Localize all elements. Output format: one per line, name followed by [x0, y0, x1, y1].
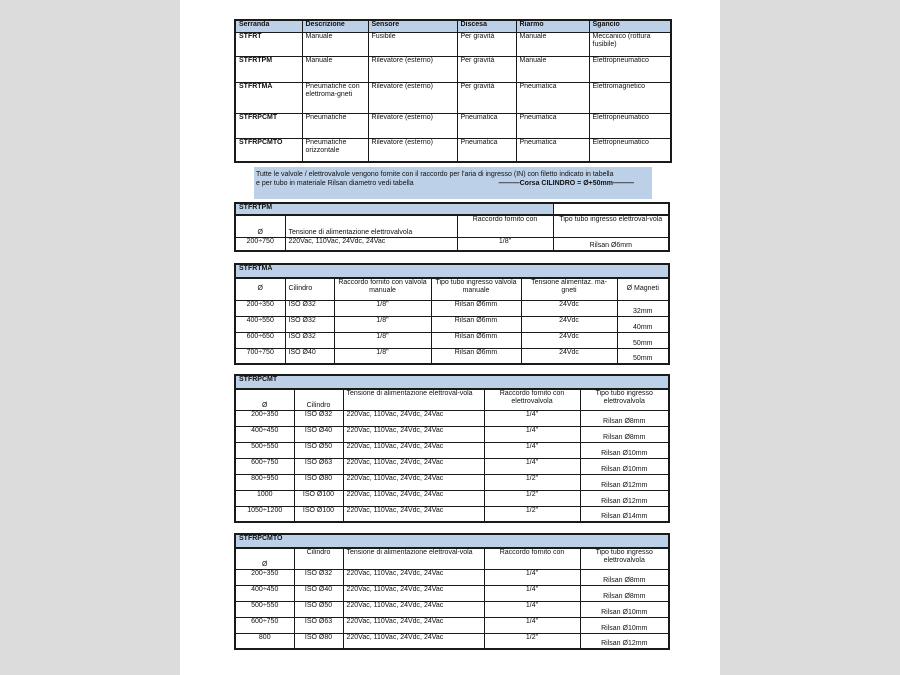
table-cell: Elettropneumatico [589, 138, 671, 162]
table-cell: Rilsan Ø10mm [580, 601, 669, 617]
table-cell: Rilsan Ø12mm [580, 474, 669, 490]
table-cell: 500÷550 [235, 601, 294, 617]
section-title-row [235, 203, 669, 215]
section-title-row [235, 375, 669, 389]
header-cell: Discesa [457, 20, 516, 32]
table-cell: Elettropneumatico [589, 113, 671, 138]
table-cell: STFRTMA [235, 82, 302, 113]
table-cell: Manuale [302, 56, 368, 82]
table-cell: 220Vac, 110Vac, 24Vdc, 24Vac [343, 490, 484, 506]
table-cell: Per gravità [457, 32, 516, 56]
table-cell: Fusibile [368, 32, 457, 56]
header-cell: Ø [235, 389, 294, 410]
header-cell: Ø [235, 278, 285, 300]
table-cell: 1/4" [484, 601, 580, 617]
table-cell: 1/8" [334, 348, 431, 364]
table-cell: Manuale [302, 32, 368, 56]
stfrpcmt-table [234, 374, 670, 523]
table-row [235, 138, 671, 162]
table-cell: ISO Ø63 [294, 458, 343, 474]
table-cell: ISO Ø50 [294, 601, 343, 617]
header-cell: Ø [235, 215, 285, 237]
table-row [235, 633, 669, 649]
table-cell: Rilsan Ø8mm [580, 426, 669, 442]
table-row [235, 585, 669, 601]
section-title: STFRTPM [235, 203, 553, 215]
stfrtma-table [234, 263, 670, 365]
note-line-2: e per tubo in materiale Rilsan diametro vedi tabella [256, 180, 414, 187]
table-cell: Manuale [516, 56, 589, 82]
table-row [235, 113, 671, 138]
table-cell: Rilsan Ø8mm [580, 585, 669, 601]
table-cell: Rilevatore (esterno) [368, 56, 457, 82]
table-cell: 400÷550 [235, 316, 285, 332]
table-row [235, 442, 669, 458]
table-cell: 1/4" [484, 569, 580, 585]
table-cell: Pneumatica [516, 138, 589, 162]
header-cell: Raccordo fornito con [457, 215, 553, 237]
table-cell: ISO Ø80 [294, 633, 343, 649]
table-cell: 1/8" [457, 237, 553, 251]
table-cell: 1/4" [484, 585, 580, 601]
table-cell: ISO Ø40 [294, 426, 343, 442]
header-cell: Tipo tubo ingresso valvola manuale [431, 278, 521, 300]
header-cell: Ø [235, 548, 294, 569]
section-title: STFRPCMTO [235, 534, 669, 548]
table-cell: 1/4" [484, 458, 580, 474]
header-cell: Tensione alimentaz. ma-gneti [521, 278, 617, 300]
main-table [234, 19, 672, 163]
table-cell: 1/8" [334, 316, 431, 332]
header-cell: Sgancio [589, 20, 671, 32]
table-cell: Pneumatica [516, 82, 589, 113]
section-title-row [235, 534, 669, 548]
table-cell: 400÷450 [235, 426, 294, 442]
header-cell: Riarmo [516, 20, 589, 32]
empty-cell [553, 203, 669, 215]
header-cell: Cilindro [294, 389, 343, 410]
table-cell: 1/4" [484, 442, 580, 458]
table-cell: Pneumatica [516, 113, 589, 138]
section-title: STFRTMA [235, 264, 669, 278]
header-cell: Sensore [368, 20, 457, 32]
table-cell: 1/2" [484, 474, 580, 490]
header-cell: Cilindro [294, 548, 343, 569]
header-cell: Descrizione [302, 20, 368, 32]
table-row [235, 617, 669, 633]
table-cell: ISO Ø32 [285, 332, 334, 348]
table-cell: ISO Ø32 [294, 410, 343, 426]
table-cell: Rilsan Ø6mm [431, 332, 521, 348]
table-cell: STFRPCMT [235, 113, 302, 138]
table-cell: 1/2" [484, 506, 580, 522]
header-cell: Tensione di alimentazione elettrovalvola [285, 215, 457, 237]
table-cell: 50mm [617, 348, 669, 364]
fitting-note [254, 167, 652, 199]
table-cell: Per gravità [457, 56, 516, 82]
table-row [235, 237, 669, 251]
table-cell: 1/4" [484, 410, 580, 426]
table-cell: 24Vdc [521, 300, 617, 316]
header-cell: Ø Magneti [617, 278, 669, 300]
table-cell: Pneumatiche [302, 113, 368, 138]
table-cell: STFRPCMTO [235, 138, 302, 162]
stfrpcmto-table [234, 533, 670, 650]
stfrtpm-table [234, 202, 670, 252]
table-cell: Rilsan Ø10mm [580, 617, 669, 633]
table-header-row [235, 548, 669, 569]
table-cell: 220Vac, 110Vac, 24Vdc, 24Vac [343, 410, 484, 426]
table-cell: Rilsan Ø8mm [580, 410, 669, 426]
table-cell: ISO Ø40 [285, 348, 334, 364]
table-cell: Rilsan Ø12mm [580, 633, 669, 649]
table-cell: ISO Ø63 [294, 617, 343, 633]
table-cell: 24Vdc [521, 332, 617, 348]
table-cell: 220Vac, 110Vac, 24Vdc, 24Vac [343, 506, 484, 522]
table-cell: 220Vac, 110Vac, 24Vdc, 24Vac [343, 601, 484, 617]
table-cell: 1000 [235, 490, 294, 506]
table-cell: Rilevatore (esterno) [368, 138, 457, 162]
table-cell: 400÷450 [235, 585, 294, 601]
table-cell: Pneumatiche orizzontale [302, 138, 368, 162]
table-cell: Rilsan Ø10mm [580, 458, 669, 474]
table-cell: 200÷350 [235, 569, 294, 585]
table-row [235, 56, 671, 82]
table-row [235, 474, 669, 490]
table-cell: ISO Ø100 [294, 506, 343, 522]
table-cell: 600÷650 [235, 332, 285, 348]
table-cell: Pneumatiche con elettroma-gneti [302, 82, 368, 113]
table-cell: Elettromagnetico [589, 82, 671, 113]
table-cell: ISO Ø50 [294, 442, 343, 458]
table-cell: 24Vdc [521, 316, 617, 332]
table-cell: 220Vac, 110Vac, 24Vdc, 24Vac [343, 633, 484, 649]
table-cell: 1/2" [484, 490, 580, 506]
table-cell: 220Vac, 110Vac, 24Vdc, 24Vac [343, 458, 484, 474]
header-cell: Raccordo fornito con valvola manuale [334, 278, 431, 300]
table-cell: 40mm [617, 316, 669, 332]
table-cell: 220Vac, 110Vac, 24Vdc, 24Vac [285, 237, 457, 251]
table-cell: Rilsan Ø12mm [580, 490, 669, 506]
table-cell: Pneumatica [457, 113, 516, 138]
table-cell: Pneumatica [457, 138, 516, 162]
table-row [235, 316, 669, 332]
header-cell: Tensione di alimentazione elettroval-vola [343, 548, 484, 569]
table-row [235, 332, 669, 348]
table-row [235, 410, 669, 426]
table-cell: ISO Ø32 [294, 569, 343, 585]
table-cell: 600÷750 [235, 617, 294, 633]
table-cell: 220Vac, 110Vac, 24Vdc, 24Vac [343, 617, 484, 633]
table-cell: ISO Ø40 [294, 585, 343, 601]
table-cell: Rilsan Ø6mm [553, 237, 669, 251]
section-title: STFRPCMT [235, 375, 669, 389]
table-cell: Manuale [516, 32, 589, 56]
table-cell: 1/4" [484, 426, 580, 442]
table-row [235, 32, 671, 56]
table-cell: 600÷750 [235, 458, 294, 474]
table-cell: Rilevatore (esterno) [368, 82, 457, 113]
header-cell: Tipo tubo ingresso elettrovalvola [580, 548, 669, 569]
section-title-row [235, 264, 669, 278]
table-cell: STFRT [235, 32, 302, 56]
table-cell: 1/4" [484, 617, 580, 633]
table-cell: Rilsan Ø14mm [580, 506, 669, 522]
table-cell: 1/8" [334, 332, 431, 348]
table-cell: Rilsan Ø8mm [580, 569, 669, 585]
table-cell: ISO Ø100 [294, 490, 343, 506]
table-row [235, 506, 669, 522]
table-cell: 220Vac, 110Vac, 24Vdc, 24Vac [343, 585, 484, 601]
table-cell: STFRTPM [235, 56, 302, 82]
table-row [235, 82, 671, 113]
table-cell: Rilsan Ø10mm [580, 442, 669, 458]
note-line-1: Tutte le valvole / elettrovalvole vengono fornite con il raccordo per l'aria di ingresso (IN) con filetto indicato in tabella [256, 171, 614, 178]
table-cell: Per gravità [457, 82, 516, 113]
table-row [235, 569, 669, 585]
header-cell: Serranda [235, 20, 302, 32]
table-row [235, 426, 669, 442]
table-cell: 220Vac, 110Vac, 24Vdc, 24Vac [343, 474, 484, 490]
table-cell: ISO Ø80 [294, 474, 343, 490]
table-cell: 700÷750 [235, 348, 285, 364]
table-cell: 800 [235, 633, 294, 649]
table-cell: Rilsan Ø6mm [431, 300, 521, 316]
table-cell: 200÷750 [235, 237, 285, 251]
table-row [235, 348, 669, 364]
table-cell: 220Vac, 110Vac, 24Vdc, 24Vac [343, 569, 484, 585]
table-cell: 24Vdc [521, 348, 617, 364]
table-header-row [235, 389, 669, 410]
table-header-row [235, 278, 669, 300]
header-cell: Raccordo fornito con elettrovalvola [484, 389, 580, 410]
table-cell: 220Vac, 110Vac, 24Vdc, 24Vac [343, 426, 484, 442]
header-cell: Tensione di alimentazione elettroval-vola [343, 389, 484, 410]
table-cell: Meccanico (rottura fusibile) [589, 32, 671, 56]
table-cell: 200÷350 [235, 410, 294, 426]
header-cell: Cilindro [285, 278, 334, 300]
table-cell: 32mm [617, 300, 669, 316]
table-cell: 1050÷1200 [235, 506, 294, 522]
table-cell: 1/2" [484, 633, 580, 649]
main-table-header [235, 20, 671, 32]
header-cell: Tipo tubo ingresso elettrovalvola [580, 389, 669, 410]
table-row [235, 490, 669, 506]
table-cell: ISO Ø32 [285, 316, 334, 332]
table-cell: 800÷950 [235, 474, 294, 490]
header-cell: Raccordo fornito con [484, 548, 580, 569]
table-row [235, 300, 669, 316]
table-cell: 500÷550 [235, 442, 294, 458]
table-cell: Elettropneumatico [589, 56, 671, 82]
table-cell: 220Vac, 110Vac, 24Vdc, 24Vac [343, 442, 484, 458]
table-row [235, 601, 669, 617]
header-cell: Tipo tubo ingresso elettroval-vola [553, 215, 669, 237]
table-cell: 200÷350 [235, 300, 285, 316]
table-header-row [235, 215, 669, 237]
table-cell: Rilsan Ø6mm [431, 316, 521, 332]
table-row [235, 458, 669, 474]
table-cell: Rilsan Ø6mm [431, 348, 521, 364]
table-cell: ISO Ø32 [285, 300, 334, 316]
table-cell: 1/8" [334, 300, 431, 316]
table-cell: 50mm [617, 332, 669, 348]
table-cell: Rilevatore (esterno) [368, 113, 457, 138]
note-corsa: ———Corsa CILINDRO = Ø+50mm——— [498, 180, 634, 187]
